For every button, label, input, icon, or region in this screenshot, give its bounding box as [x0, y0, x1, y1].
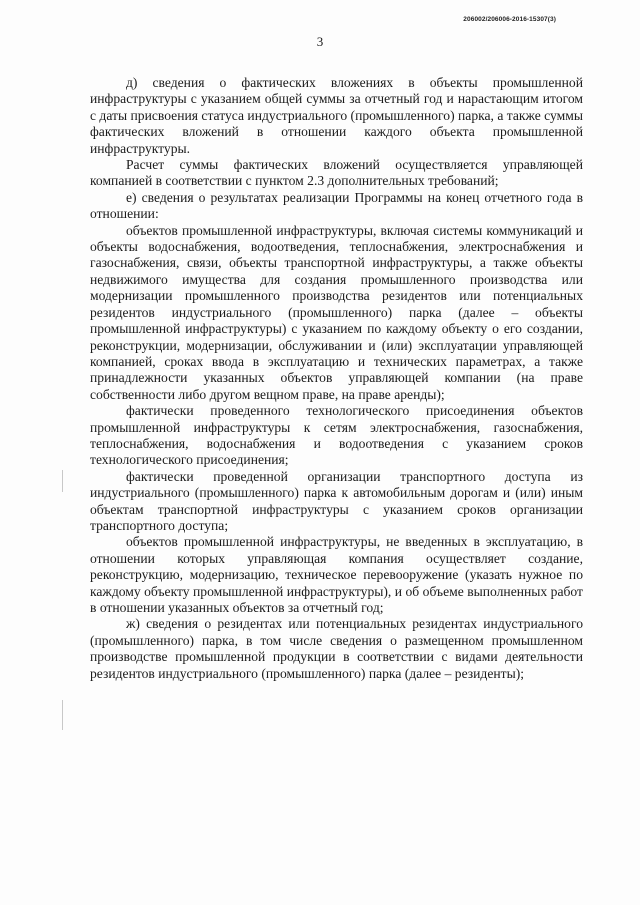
- paragraph-objects-not-commissioned: объектов промышленной инфраструктуры, не введенных в эксплуатацию, в отношении которых управляющая компания осуществляет создание, реконструкцию, модернизацию, техническое перевооружение (указать нужное по каждому объекту промышленной инфраструктуры), и об объеме выполненных работ в отношении указанных объектов за отчетный год;: [90, 534, 583, 615]
- document-registration-code: 206002/206006-2016-15307(3): [463, 16, 556, 23]
- paragraph-d-investments: д) сведения о фактических вложениях в объекты промышленной инфраструктуры с указанием общей суммы за отчетный год и нарастающим итогом с даты присвоения статуса индустриального (промышленного) парка, а также суммы фактических вложений в отношении каждого объекта промышленной инфраструктуры.: [90, 75, 583, 156]
- scan-margin-mark: [62, 470, 63, 492]
- paragraph-transport-access: фактически проведенной организации транспортного доступа из индустриального (промышленного) парка к автомобильным дорогам и (или) иным объектам транспортной инфраструктуры с указанием сроков организации транспортного доступа;: [90, 468, 583, 533]
- paragraph-zh-residents: ж) сведения о резидентах или потенциальных резидентах индустриального (промышленного) парка, в том числе сведения о размещенном промышленном производстве промышленной продукции в соответствии с видами деятельности резидентов индустриального (промышленного) парка (далее – резиденты);: [90, 616, 583, 681]
- page-number: 3: [316, 34, 324, 49]
- paragraph-infrastructure-objects: объектов промышленной инфраструктуры, включая системы коммуникаций и объекты водоснабжения, водоотведения, теплоснабжения, электроснабжения и газоснабжения, связи, объекты транспортной инфраструктуры, а также объекты недвижимого имущества для создания промышленного производства или модернизации промышленного производства резидентов или потенциальных резидентов индустриального (промышленного) парка (далее – объекты промышленной инфраструктуры) с указанием по каждому объекту о его создании, реконструкции, модернизации, обслуживании и (или) эксплуатации управляющей компанией, сроках ввода в эксплуатацию и технических параметрах, а также принадлежности указанных объектов управляющей компании (на праве собственности либо другом вещном праве, на праве аренды);: [90, 222, 583, 402]
- scan-margin-mark: [62, 700, 63, 730]
- document-body: [90, 75, 583, 682]
- paragraph-e-program-results: е) сведения о результатах реализации Программы на конец отчетного года в отношении:: [90, 189, 583, 222]
- paragraph-technological-connection: фактически проведенного технологического присоединения объектов промышленной инфраструктуры к сетям электроснабжения, газоснабжения, теплоснабжения, водоснабжения и водоотведения с указанием сроков технологического присоединения;: [90, 403, 583, 468]
- paragraph-investment-calculation: Расчет суммы фактических вложений осуществляется управляющей компанией в соответствии с пунктом 2.3 дополнительных требований;: [90, 157, 583, 189]
